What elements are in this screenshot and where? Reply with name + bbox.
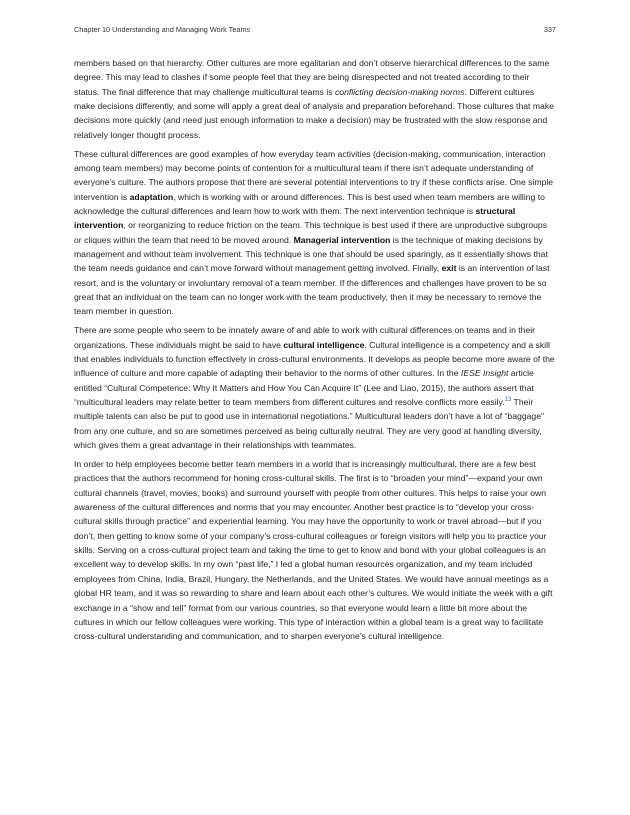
p2-text-i: is an intervention of last resort, and is the voluntary or involuntary removal of a team member. If the differences and challenges have proven to be so great that an individual on the team can no longer work with the team productively, then it may be necessary to remove the team member in question. xyxy=(74,263,550,317)
p3-text-e: article entitled “Cultural Competence: Why It Matters and How You Can Acquire It” (Lee and Liao, 2015), the authors assert that “multicultural leaders may relate better to team members from different cultures and resolve conflicts more easily. xyxy=(74,368,534,408)
term-conflicting-decision-making-norms: conflicting decision-making norms xyxy=(334,86,465,97)
term-structural-intervention: structural intervention xyxy=(74,206,516,231)
term-cultural-intelligence: cultural intelligence xyxy=(283,339,365,350)
body-text xyxy=(74,56,556,648)
chapter-title: Chapter 10 Understanding and Managing Work Teams xyxy=(74,25,251,34)
footnote-reference-13[interactable]: 13 xyxy=(504,397,512,404)
term-exit: exit xyxy=(441,263,457,274)
running-header xyxy=(74,25,556,34)
p2-text-g: is the technique of making decisions by management and without team involvement. This technique is one that should be used sparingly, as it essentially shows that the team needs guidance and can’t move forward without management getting involved. Finally, xyxy=(74,234,548,274)
paragraph-4: In order to help employees become better team members in a world that is increasingly multicultural, there are a few best practices that the authors recommend for honing cross-cultural skills. The first is to “broaden your mind”—expand your own cultural channels (travel, movies, books) and surround yourself with people from other cultures. This helps to raise your own awareness of the cultural differences and norms that you may encounter. Another best practice is to “develop your cross-cultural skills through practice” and experiential learning. You may have the opportunity to work or travel abroad—but if you don’t, then getting to know some of your company’s cross-cultural colleagues or foreign visitors will help you to practice your skills. Serving on a cross-cultural project team and taking the time to get to know and bond with your global colleagues is an excellent way to develop skills. In my own “past life,” I led a global human resources organization, and my team included employees from China, India, Brazil, Hungary, the Netherlands, and the United States. We would have annual meetings as a global HR team, and it was so rewarding to share and learn about each other’s cultures. We would initiate the week with a gift exchange in a “show and tell” format from our various countries, so that everyone would learn a little bit more about the cultures in which our fellow colleagues were working. This type of interaction within a global team is a great way to facilitate cross-cultural understanding and communication, and to sharpen everyone’s cultural intelligence. xyxy=(74,459,553,642)
term-managerial-intervention: Managerial intervention xyxy=(293,234,391,245)
p3-text-f: Their multiple talents can also be put to good use in international negotiations.” Multicultural leaders don’t have a lot of “baggage” from any one culture, and so are sometimes perceived as being culturally neutral. They are very good at handling diversity, which gives them a great advantage in their relationships with teammates. xyxy=(74,397,544,451)
paragraph-3 xyxy=(74,323,556,452)
p2-text-a: These cultural differences are good examples of how everyday team activities (decision-making, communication, interaction among team members) may become points of contention for a multicultural team if there isn’t adequate understanding of everyone’s culture. The authors propose that there are several potential interventions to try if these conflicts arise. One simple intervention is xyxy=(74,148,554,202)
p2-text-c: , which is working with or around differences. This is best used when team members are willing to acknowledge the cultural differences and learn how to work with them. The next intervention technique is xyxy=(74,191,545,217)
p1-text-a: members based on that hierarchy. Other cultures are more egalitarian and don’t observe hierarchical differences to the same degree. This may lead to clashes if some people feel that they are being disrespected and not treated according to their status. The final difference that may challenge multicultural teams is xyxy=(74,58,550,97)
paragraph-2 xyxy=(74,147,556,319)
paragraph-1 xyxy=(74,56,556,142)
p3-text-a: There are some people who seem to be innately aware of and able to work with cultural differences on teams and in their organizations. These individuals might be said to have xyxy=(74,325,536,350)
page-number: 337 xyxy=(543,25,556,34)
p3-text-c: . Cultural intelligence is a competency and a skill that enables individuals to function effectively in cross-cultural environments. It develops as people become more aware of the influence of culture and more capable of adapting their behavior to the norms of other cultures. In the xyxy=(74,339,555,379)
p2-text-e: , or reorganizing to reduce friction on the team. This technique is best used if there are unproductive subgroups or cliques within the team that need to be moved around. xyxy=(74,220,548,245)
p1-text-c: . Different cultures make decisions differently, and some will apply a great deal of analysis and preparation beforehand. Those cultures that make decisions more quickly (and need just enough information to make a decision) may be frustrated with the slow response and relatively longer thought process. xyxy=(74,86,554,140)
term-adaptation: adaptation xyxy=(129,191,174,202)
publication-iese-insight: IESE Insight xyxy=(460,368,509,379)
